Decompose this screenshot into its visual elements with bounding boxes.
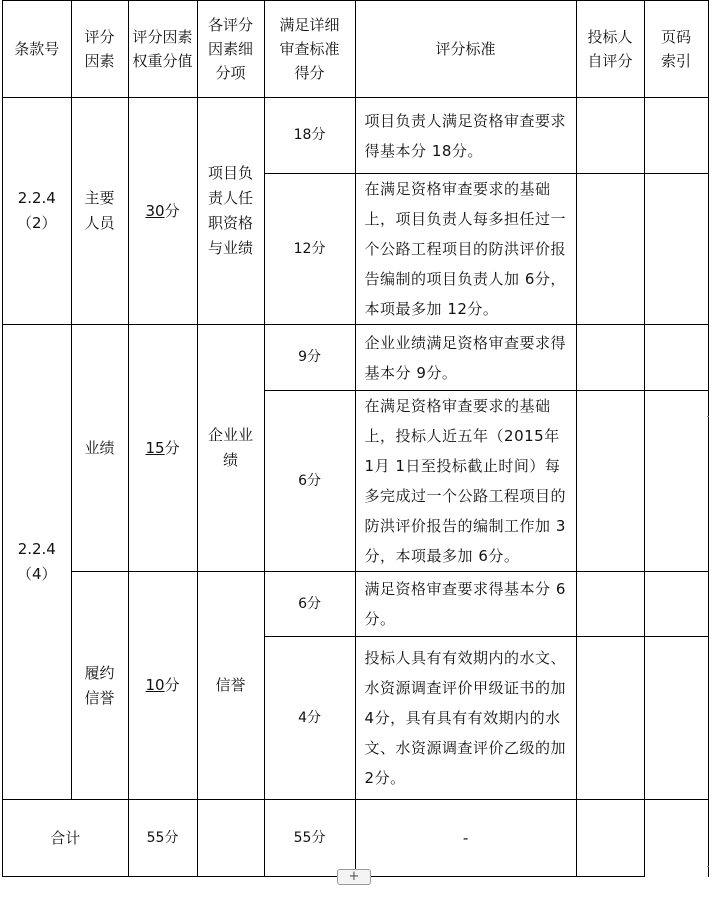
clause-cell: 2.2.4（2）: [3, 98, 72, 325]
detail-score-cell: 12分: [264, 174, 355, 325]
detail-score-cell: 6分: [264, 572, 355, 637]
page-index-cell[interactable]: [644, 174, 708, 325]
total-label: 合计: [3, 800, 129, 877]
standard-cell: 项目负责人满足资格审查要求得基本分 18分。: [355, 98, 576, 174]
total-detail-score: 55分: [264, 800, 355, 877]
self-score-cell[interactable]: [576, 98, 644, 174]
col-sub-item: 各评分因素细分项: [197, 1, 264, 98]
self-score-cell[interactable]: [576, 391, 644, 572]
total-self-score[interactable]: [576, 800, 644, 877]
col-weight: 评分因素权重分值: [128, 1, 197, 98]
factor-cell: 履约信誉: [71, 572, 128, 800]
weight-cell: 15分: [128, 325, 197, 572]
factor-cell: 业绩: [71, 325, 128, 572]
self-score-cell[interactable]: [576, 572, 644, 637]
standard-cell: 在满足资格审查要求的基础上，项目负责人每多担任过一个公路工程项目的防洪评价报告编制的项目负责人加 6分，本项最多加 12分。: [355, 174, 576, 325]
col-factor: 评分因素: [71, 1, 128, 98]
page-index-cell[interactable]: [644, 572, 708, 637]
self-score-cell[interactable]: [576, 325, 644, 391]
total-weight: 55分: [128, 800, 197, 877]
header-row: [3, 1, 709, 98]
col-standard: 评分标准: [355, 1, 576, 98]
col-page-index: 页码索引: [644, 1, 708, 98]
sub-item-cell: 项目负责人任职资格与业绩: [197, 98, 264, 325]
sub-item-cell: 信誉: [197, 572, 264, 800]
standard-cell: 满足资格审查要求得基本分 6分。: [355, 572, 576, 637]
detail-score-cell: 4分: [264, 637, 355, 800]
standard-cell: 企业业绩满足资格审查要求得基本分 9分。: [355, 325, 576, 391]
add-row-button[interactable]: +: [337, 869, 371, 885]
total-sub-item: [197, 800, 264, 877]
table-row: [3, 325, 709, 391]
detail-score-cell: 18分: [264, 98, 355, 174]
page-index-cell[interactable]: [644, 391, 708, 572]
self-score-cell[interactable]: [576, 637, 644, 800]
detail-score-cell: 9分: [264, 325, 355, 391]
col-detail-score: 满足详细审查标准得分: [264, 1, 355, 98]
page-index-cell[interactable]: [644, 98, 708, 174]
standard-cell: 投标人具有有效期内的水文、水资源调查评价甲级证书的加 4分，具有具有有效期内的水文、水资源调查评价乙级的加 2分。: [355, 637, 576, 800]
page-index-cell[interactable]: [644, 325, 708, 391]
edge-marker: [707, 416, 709, 417]
total-row: [3, 800, 709, 877]
weight-cell: 10分: [128, 572, 197, 800]
total-page-index: [644, 800, 708, 877]
table-row: [3, 572, 709, 637]
col-clause-no: 条款号: [3, 1, 72, 98]
edge-marker: [707, 866, 709, 867]
clause-cell: 2.2.4（4）: [3, 325, 72, 800]
weight-cell: 30分: [128, 98, 197, 325]
self-score-cell[interactable]: [576, 174, 644, 325]
standard-cell: 在满足资格审查要求的基础上，投标人近五年（2015年 1月 1日至投标截止时间）每多完成过一个公路工程项目的防洪评价报告的编制工作加 3分，本项最多加 6分。: [355, 391, 576, 572]
total-standard: -: [355, 800, 576, 877]
sub-item-cell: 企业业绩: [197, 325, 264, 572]
factor-cell: 主要人员: [71, 98, 128, 325]
detail-score-cell: 6分: [264, 391, 355, 572]
table-row: [3, 98, 709, 174]
col-self-score: 投标人自评分: [576, 1, 644, 98]
scoring-table: [2, 0, 709, 877]
page-index-cell[interactable]: [644, 637, 708, 800]
